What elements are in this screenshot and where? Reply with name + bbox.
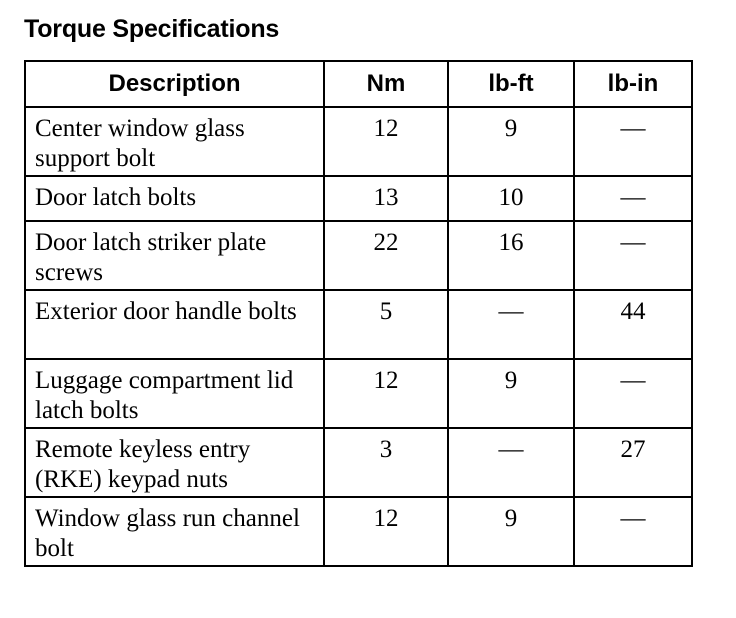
cell-lb-in: —: [574, 359, 692, 428]
cell-lb-in: —: [574, 176, 692, 221]
cell-lb-ft: 9: [448, 107, 574, 176]
cell-lb-ft: —: [448, 290, 574, 359]
cell-description: Center window glass support bolt: [25, 107, 324, 176]
table-row: [25, 428, 692, 497]
cell-description: Door latch striker plate screws: [25, 221, 324, 290]
cell-description: Door latch bolts: [25, 176, 324, 221]
column-header-description: Description: [25, 61, 324, 107]
cell-description: Window glass run channel bolt: [25, 497, 324, 566]
cell-lb-in: 27: [574, 428, 692, 497]
cell-lb-in: —: [574, 107, 692, 176]
cell-lb-ft: 16: [448, 221, 574, 290]
cell-nm: 12: [324, 107, 448, 176]
cell-lb-ft: 9: [448, 359, 574, 428]
cell-lb-in: 44: [574, 290, 692, 359]
cell-lb-ft: —: [448, 428, 574, 497]
cell-nm: 12: [324, 497, 448, 566]
table-row: [25, 497, 692, 566]
table-row: [25, 107, 692, 176]
cell-description: Luggage compartment lid latch bolts: [25, 359, 324, 428]
column-header-lb-ft: lb-ft: [448, 61, 574, 107]
cell-description: Exterior door handle bolts: [25, 290, 324, 359]
cell-nm: 5: [324, 290, 448, 359]
column-header-lb-in: lb-in: [574, 61, 692, 107]
cell-lb-ft: 9: [448, 497, 574, 566]
cell-description: Remote keyless entry (RKE) keypad nuts: [25, 428, 324, 497]
table-row: [25, 359, 692, 428]
table-row: [25, 176, 692, 221]
column-header-nm: Nm: [324, 61, 448, 107]
cell-lb-in: —: [574, 221, 692, 290]
table-row: [25, 221, 692, 290]
page-title: Torque Specifications: [24, 15, 280, 43]
cell-lb-ft: 10: [448, 176, 574, 221]
cell-lb-in: —: [574, 497, 692, 566]
table-row: [25, 290, 692, 359]
torque-spec-table: [24, 60, 693, 567]
cell-nm: 12: [324, 359, 448, 428]
cell-nm: 13: [324, 176, 448, 221]
cell-nm: 3: [324, 428, 448, 497]
cell-nm: 22: [324, 221, 448, 290]
table-header-row: [25, 61, 692, 107]
